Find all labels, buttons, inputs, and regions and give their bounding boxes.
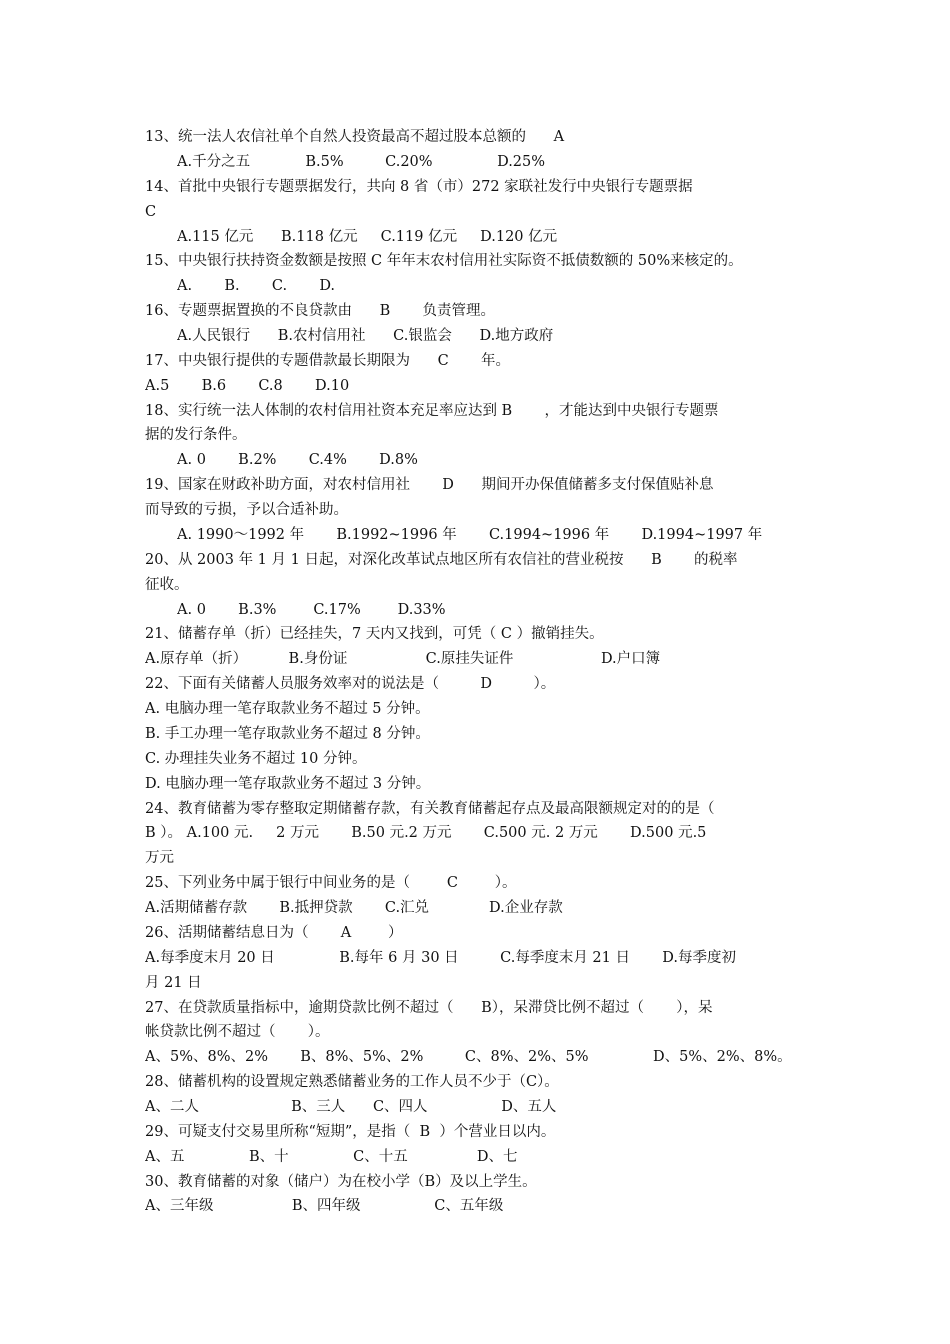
text-line: 16、专题票据置换的不良贷款由 B 负责管理。 [145,303,496,320]
text-line: A、三年级 B、四年级 C、五年级 [145,1198,504,1215]
text-line: 22、下面有关储蓄人员服务效率对的说法是（ D ）。 [145,676,556,693]
text-line: 30、教育储蓄的对象（储户）为在校小学（B）及以上学生。 [145,1173,537,1190]
text-line: 21、储蓄存单（折）已经挂失，7 天内又找到，可凭（ C ）撤销挂失。 [145,626,604,643]
text-line: 26、活期储蓄结息日为（ A ） [145,924,403,941]
text-line: A、二人 B、三人 C、四人 D、五人 [145,1098,557,1115]
text-line: A、五 B、十 C、十五 D、七 [145,1148,518,1165]
text-line: 征收。 [145,576,189,593]
text-line: 20、从 2003 年 1 月 1 日起，对深化改革试点地区所有农信社的营业税按 B 的税率 [145,551,738,568]
text-line: A. 0 B.3% C.17% D.33% [177,601,446,618]
text-line: A.原存单（折） B.身份证 C.原挂失证件 D.户口簿 [145,651,661,668]
text-line: 万元 [145,850,174,867]
text-line: 27、在贷款质量指标中，逾期贷款比例不超过（ B），呆滞贷比例不超过（ ），呆 [145,999,713,1016]
text-line: 24、教育储蓄为零存整取定期储蓄存款，有关教育储蓄起存点及最高限额规定对的的是（ [145,800,715,817]
text-line: 19、国家在财政补助方面，对农村信用社 D 期间开办保值储蓄多支付保值贴补息 [145,477,714,494]
text-line: A.115 亿元 B.118 亿元 C.119 亿元 D.120 亿元 [177,228,558,245]
text-line: 14、首批中央银行专题票据发行，共向 8 省（市）272 家联社发行中央银行专题票据 [145,178,693,195]
text-line: D. 电脑办理一笔存取款业务不超过 3 分钟。 [145,775,431,792]
text-line: A. 电脑办理一笔存取款业务不超过 5 分钟。 [145,701,430,717]
text-line: 15、中央银行扶持资金数额是按照 C 年年末农村信用社实际资不抵债数额的 50%来核定的。 [145,253,743,270]
text-line: A.5 B.6 C.8 D.10 [145,377,350,394]
text-line: C. 办理挂失业务不超过 10 分钟。 [145,750,367,767]
text-line: 18、实行统一法人体制的农村信用社资本充足率应达到 B ，才能达到中央银行专题票 [145,402,719,419]
text-line: 29、可疑支付交易里所称“短期”，是指（ B ）个营业日以内。 [145,1123,556,1140]
text-line: 13、统一法人农信社单个自然人投资最高不超过股本总额的 A [145,129,565,145]
text-line: A、5%、8%、2% B、8%、5%、2% C、8%、2%、5% D、5%、2%、8%。 [145,1049,792,1066]
text-line: 而导致的亏损，予以合适补助。 [145,502,348,519]
text-line: B. 手工办理一笔存取款业务不超过 8 分钟。 [145,725,430,742]
text-line: 28、储蓄机构的设置规定熟悉储蓄业务的工作人员不少于（C）。 [145,1074,559,1091]
text-line: 17、中央银行提供的专题借款最长期限为 C 年。 [145,352,510,369]
text-line: B ）。 A.100 元. 2 万元 B.50 元.2 万元 C.500 元. 2 万元 D.500 元.5 [145,825,707,842]
text-line: A.每季度末月 20 日 B.每年 6 月 30 日 C.每季度末月 21 日 D.每季度初 [145,949,736,966]
text-line: A. B. C. D. [177,278,336,295]
text-line: A. 0 B.2% C.4% D.8% [177,452,418,469]
text-line: 帐贷款比例不超过（ ）。 [145,1024,330,1041]
text-line: 据的发行条件。 [145,427,247,444]
text-line: A.活期储蓄存款 B.抵押贷款 C.汇兑 D.企业存款 [145,900,563,916]
text-line: 25、下列业务中属于银行中间业务的是（ C ）。 [145,875,517,892]
text-line: A.人民银行 B.农村信用社 C.银监会 D.地方政府 [177,328,554,344]
text-line: 月 21 日 [145,974,202,991]
text-line: C [145,203,157,220]
text-line: A. 1990～1992 年 B.1992~1996 年 C.1994~1996 年 D.1994~1997 年 [177,526,763,543]
text-line: A.千分之五 B.5% C.20% D.25% [177,153,546,170]
